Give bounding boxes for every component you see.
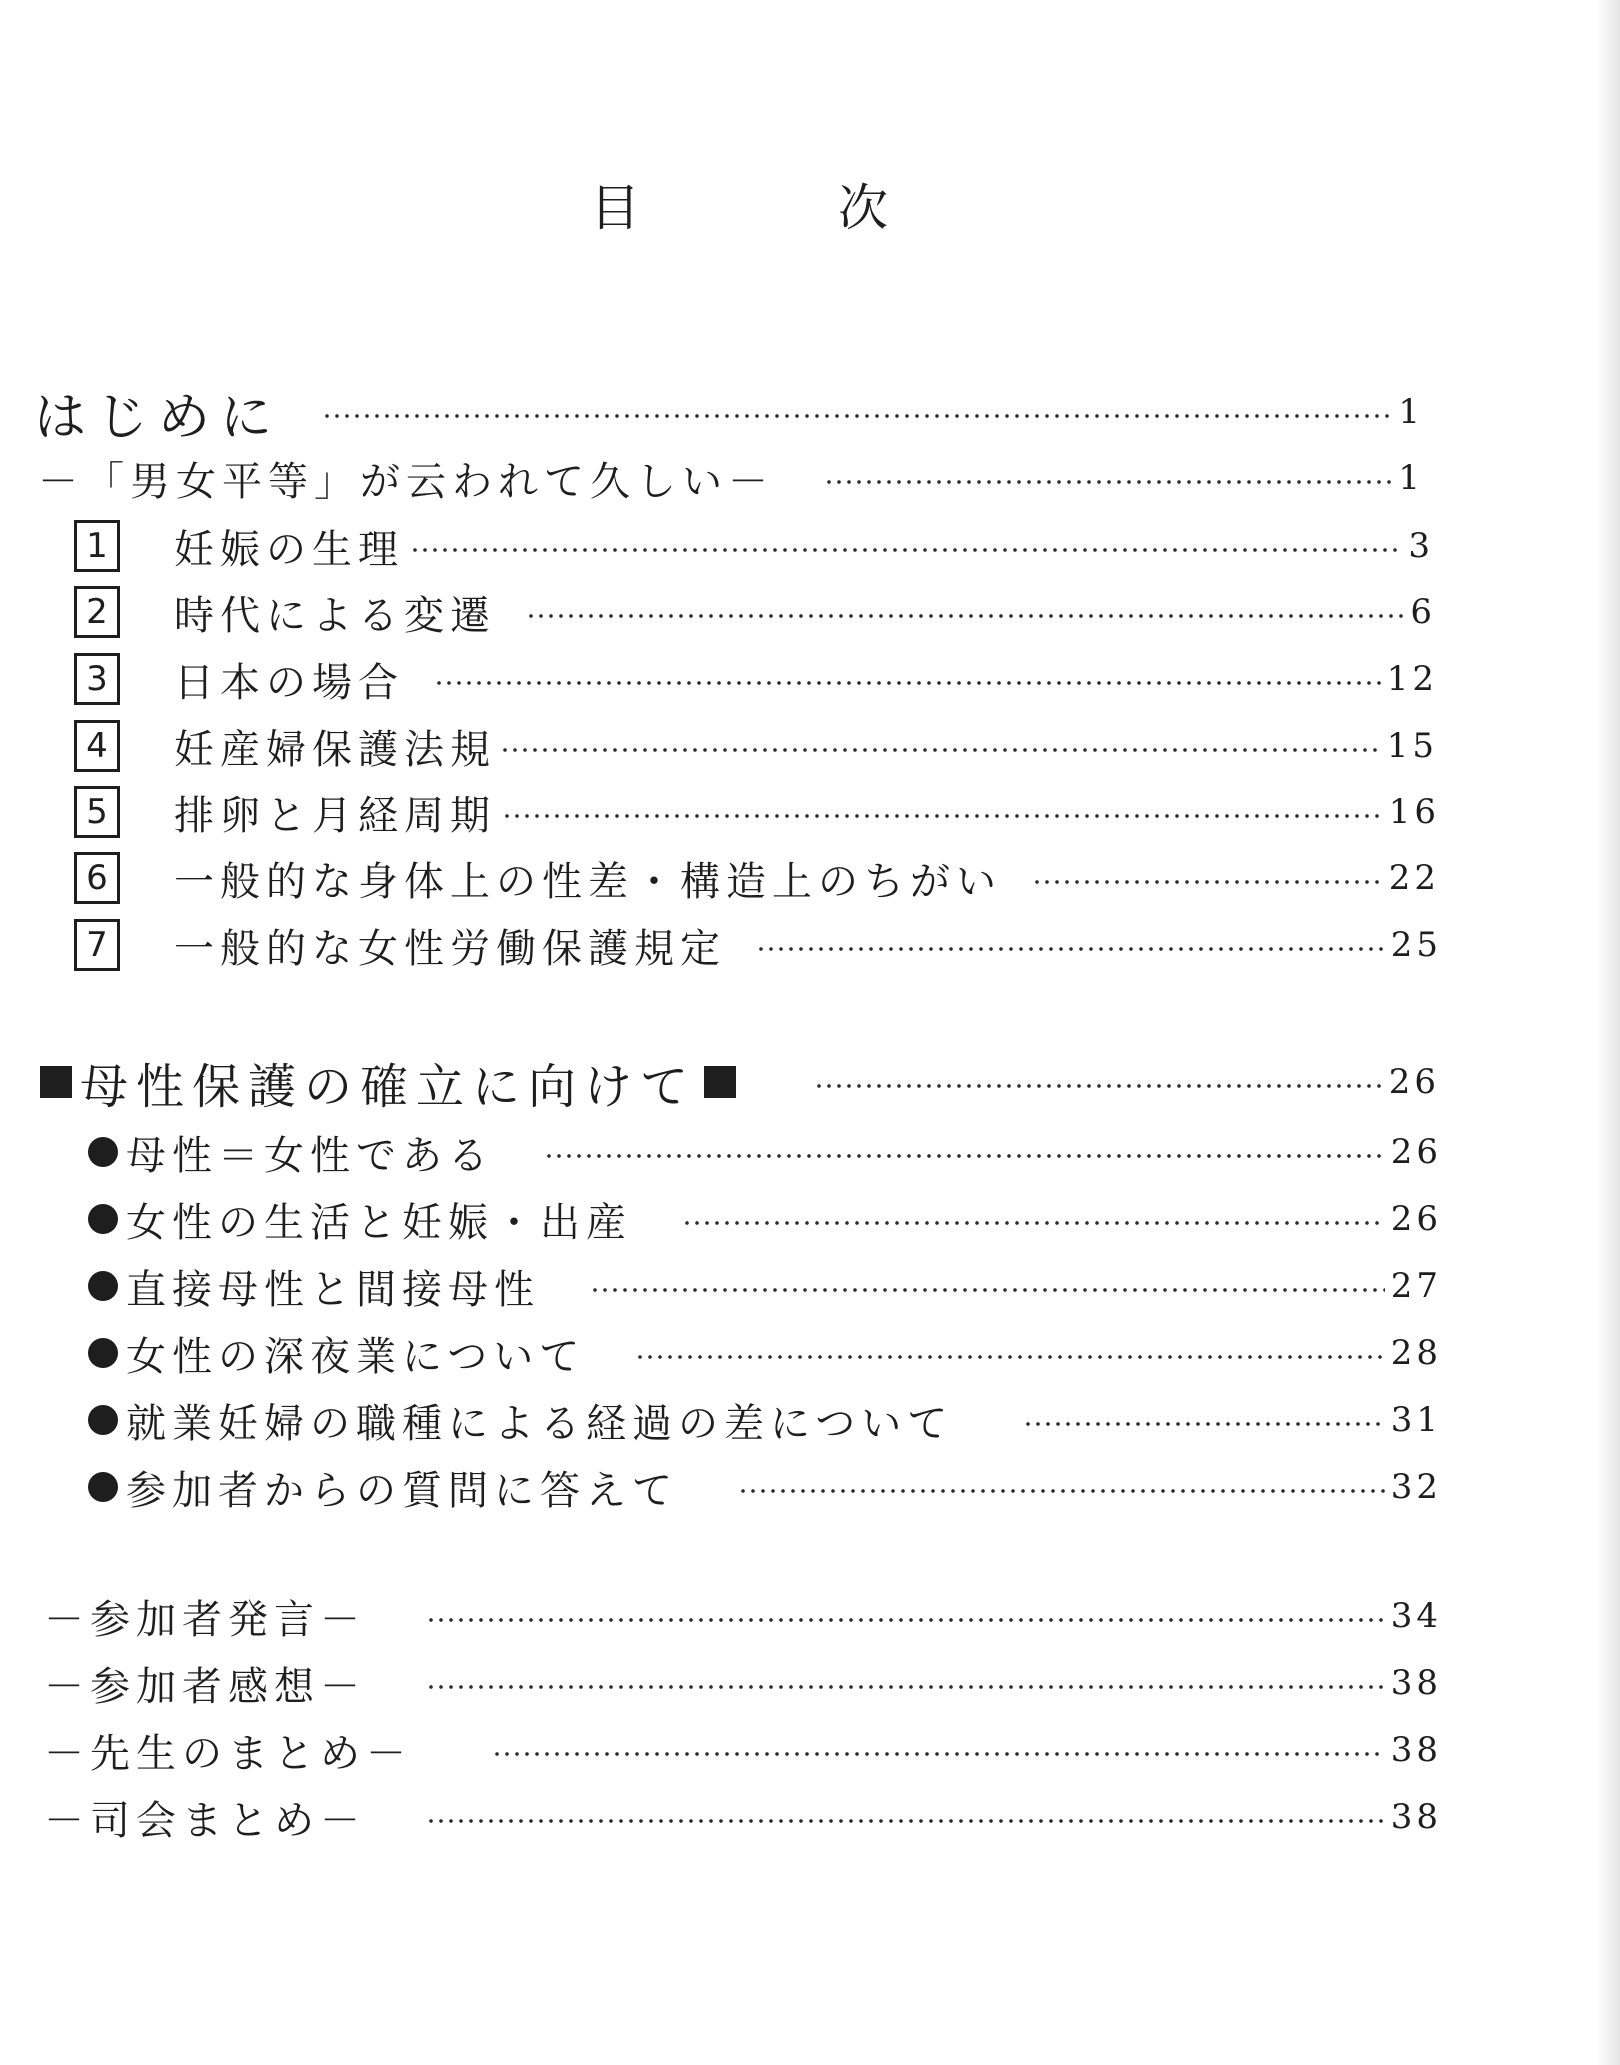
chapter-number-box: 6 xyxy=(74,852,120,904)
dot-leader xyxy=(502,814,1383,818)
dot-leader xyxy=(526,614,1404,618)
chapter-number-box: 4 xyxy=(74,720,120,772)
title-char-1: 目 xyxy=(590,179,642,237)
dot-leader xyxy=(738,1489,1385,1493)
dot-leader xyxy=(1023,1422,1385,1426)
page-number: 16 xyxy=(1388,792,1440,832)
toc-entry-subsection-4[interactable] xyxy=(88,1321,1442,1385)
toc-entry-subsection-2[interactable] xyxy=(88,1187,1442,1251)
toc-label: －参加者感想－ xyxy=(44,1663,366,1710)
dot-leader xyxy=(1032,880,1383,884)
square-bullet-icon xyxy=(40,1066,72,1098)
chapter-number-box: 3 xyxy=(74,653,120,705)
dot-leader xyxy=(544,1154,1385,1158)
dot-leader xyxy=(426,1685,1385,1689)
page-number: 12 xyxy=(1386,659,1438,699)
toc-label: 女性の深夜業について xyxy=(126,1333,586,1380)
bullet-icon xyxy=(88,1137,118,1167)
page-number: 26 xyxy=(1390,1132,1442,1172)
toc-label: 一般的な身体上の性差・構造上のちがい xyxy=(174,858,1002,905)
dot-leader xyxy=(410,548,1402,552)
toc-entry-chapter-7[interactable] xyxy=(74,913,1442,977)
toc-entry-closing-2[interactable] xyxy=(44,1651,1442,1715)
page-edge xyxy=(1596,0,1620,2065)
dot-leader xyxy=(814,1084,1383,1088)
page-number: 25 xyxy=(1390,925,1442,965)
page-number: 34 xyxy=(1390,1596,1442,1636)
dot-leader xyxy=(426,1819,1385,1823)
toc-label xyxy=(40,1048,744,1117)
toc-label: 一般的な女性労働保護規定 xyxy=(174,925,726,972)
square-bullet-icon xyxy=(704,1066,736,1098)
chapter-number-box: 7 xyxy=(74,919,120,971)
dot-leader xyxy=(635,1355,1385,1359)
page-number: 31 xyxy=(1390,1400,1442,1440)
page-number: 6 xyxy=(1410,592,1436,632)
toc-entry-subsection-5[interactable] xyxy=(88,1388,1442,1452)
dot-leader xyxy=(756,947,1385,951)
page-number: 26 xyxy=(1388,1062,1440,1102)
bullet-icon xyxy=(88,1472,118,1502)
toc-entry-subsection-6[interactable] xyxy=(88,1455,1442,1519)
toc-entry-section[interactable] xyxy=(40,1050,1440,1114)
page-number: 32 xyxy=(1390,1467,1442,1507)
chapter-number-box: 1 xyxy=(74,520,120,572)
page-number: 22 xyxy=(1388,858,1440,898)
page-number: 38 xyxy=(1390,1730,1442,1770)
page-number: 27 xyxy=(1390,1266,1442,1306)
dot-leader xyxy=(434,681,1381,685)
toc-label: －先生のまとめ－ xyxy=(44,1730,412,1777)
toc-entry-chapter-4[interactable] xyxy=(74,714,1438,778)
toc-label: 時代による変遷 xyxy=(174,592,496,639)
page-number: 3 xyxy=(1408,526,1434,566)
toc-entry-closing-4[interactable] xyxy=(44,1785,1442,1849)
toc-entry-subtitle[interactable] xyxy=(38,446,1424,510)
toc-entry-intro[interactable] xyxy=(34,380,1424,448)
dot-leader xyxy=(590,1288,1385,1292)
toc-label: 日本の場合 xyxy=(174,659,404,706)
toc-label: －「男女平等」が云われて久しい－ xyxy=(38,458,774,505)
toc-entry-chapter-5[interactable] xyxy=(74,780,1440,844)
page-number: 38 xyxy=(1390,1797,1442,1837)
dot-leader xyxy=(322,414,1392,418)
dot-leader xyxy=(492,1752,1385,1756)
section-title: 母性保護の確立に向けて xyxy=(80,1058,697,1115)
chapter-number-box: 5 xyxy=(74,786,120,838)
toc-label: 排卵と月経周期 xyxy=(174,792,496,839)
toc-entry-chapter-1[interactable] xyxy=(74,514,1434,578)
page-number: 15 xyxy=(1386,726,1438,766)
toc-entry-closing-1[interactable] xyxy=(44,1584,1442,1648)
page-title xyxy=(590,168,890,240)
toc-label: －司会まとめ－ xyxy=(44,1797,366,1844)
toc-label: 母性＝女性である xyxy=(126,1132,494,1179)
toc-label: －参加者発言－ xyxy=(44,1596,366,1643)
dot-leader xyxy=(426,1618,1385,1622)
bullet-icon xyxy=(88,1338,118,1368)
dot-leader xyxy=(682,1221,1385,1225)
bullet-icon xyxy=(88,1271,118,1301)
dot-leader xyxy=(500,748,1381,752)
toc-label: はじめに xyxy=(34,387,283,448)
toc-label: 妊娠の生理 xyxy=(174,526,404,573)
toc-label: 妊産婦保護法規 xyxy=(174,726,496,773)
page-number: 1 xyxy=(1398,458,1424,498)
page-number: 1 xyxy=(1398,392,1424,432)
toc-label: 就業妊婦の職種による経過の差について xyxy=(126,1400,954,1447)
dot-leader xyxy=(824,480,1392,484)
toc-label: 直接母性と間接母性 xyxy=(126,1266,540,1313)
toc-entry-subsection-1[interactable] xyxy=(88,1120,1442,1184)
toc-label: 女性の生活と妊娠・出産 xyxy=(126,1199,632,1246)
bullet-icon xyxy=(88,1405,118,1435)
title-char-2: 次 xyxy=(838,179,890,237)
toc-entry-subsection-3[interactable] xyxy=(88,1254,1442,1318)
toc-entry-chapter-6[interactable] xyxy=(74,846,1440,910)
toc-label: 参加者からの質問に答えて xyxy=(126,1467,678,1514)
toc-entry-chapter-3[interactable] xyxy=(74,647,1438,711)
page-number: 28 xyxy=(1390,1333,1442,1373)
toc-entry-closing-3[interactable] xyxy=(44,1718,1442,1782)
bullet-icon xyxy=(88,1204,118,1234)
page-number: 26 xyxy=(1390,1199,1442,1239)
chapter-number-box: 2 xyxy=(74,586,120,638)
page-number: 38 xyxy=(1390,1663,1442,1703)
toc-entry-chapter-2[interactable] xyxy=(74,580,1436,644)
